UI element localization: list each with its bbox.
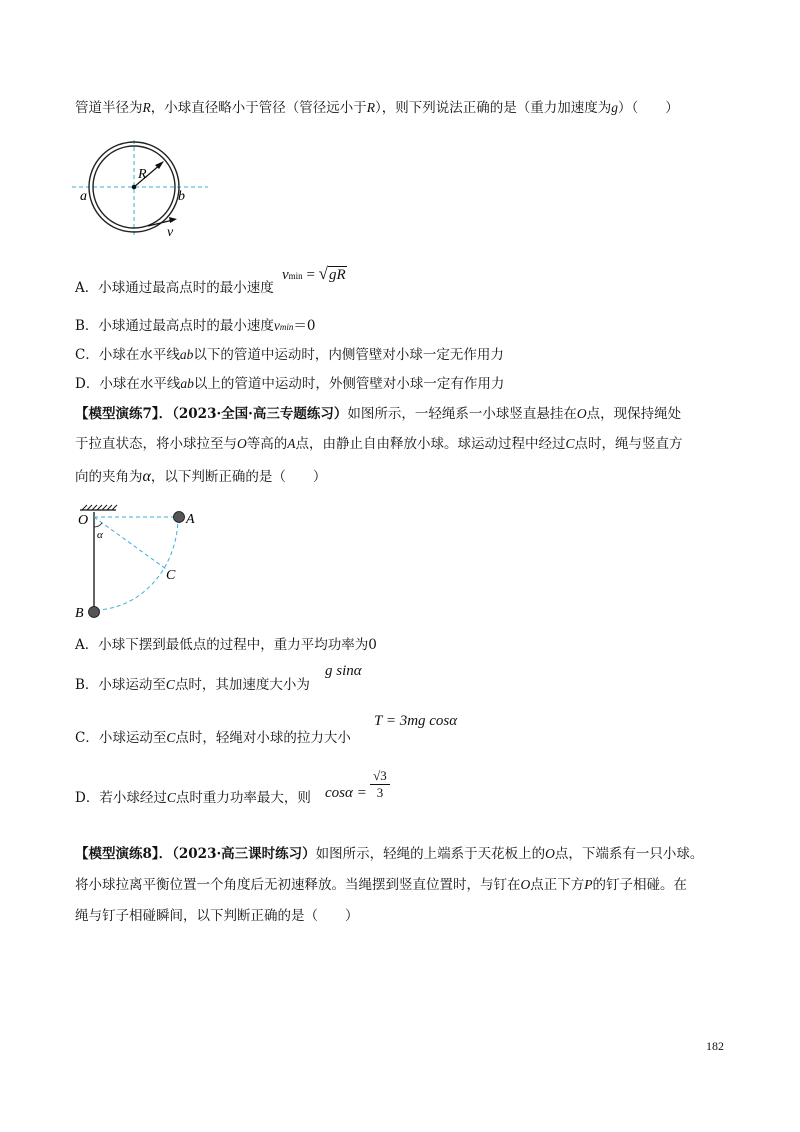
v-symbol: v [282,267,289,283]
q7-option-A: A．小球下摆到最低点的过程中，重力平均功率为0 [75,637,377,653]
formula-vmin-sqrt-gR [282,264,347,284]
ceiling-hatch [82,505,117,510]
option-C: C．小球在水平线ab以下的管道中运动时，内侧管壁对小球一定无作用力 [75,347,504,363]
q7-line2: 于拉直状态，将小球拉至与O等高的A点，由静止自由释放小球。球运动过程中经过C点时，绳与竖直方 [75,436,683,452]
q7-option-C: C．小球运动至C点时，轻绳对小球的拉力大小 [75,730,351,746]
label-O: O [78,513,89,528]
option-B: B．小球通过最高点时的最小速度vmin＝0 [75,318,316,334]
q7-line3: 向的夹角为α，以下判断正确的是（ ） [75,468,327,485]
ball-A [174,512,185,523]
label-B: B [75,606,84,621]
q8-line1: 【模型演练8】．（2023·高三课时练习）如图所示，轻绳的上端系于天花板上的O点，下端系有一只小球。 [75,846,704,862]
option-D: D．小球在水平线ab以上的管道中运动时，外侧管壁对小球一定有作用力 [75,376,505,392]
velocity-arrowhead [169,217,177,223]
page-number: 182 [706,1039,724,1053]
option-A: A．小球通过最高点时的最小速度 [75,280,274,296]
q7-option-D: D．若小球经过C点时重力功率最大，则 [75,790,311,806]
pendulum-figure [72,500,212,625]
v-subscript: min [288,271,303,281]
sqrt-arg: gR [329,267,346,283]
formula-T-3mg-cos-alpha: T = 3mg cosα [374,713,458,729]
swing-arc-dashed [94,517,178,610]
label-C: C [166,568,176,583]
angle-arc [94,523,102,527]
equals: = [306,267,319,283]
q7-option-B: B．小球运动至C点时，其加速度大小为 [75,677,310,693]
circular-pipe-figure [70,140,210,240]
label-alpha: α [97,529,103,541]
sqrt-sign: √ [318,264,328,283]
q7-line1: 【模型演练7】．（2023·全国·高三专题练习）如图所示，一轻绳系一小球竖直悬挂在O点，现保持绳处 [75,406,682,422]
ball-B [89,607,100,618]
label-v: v [167,225,174,240]
fraction-denominator: 3 [376,785,384,800]
label-R: R [138,167,147,182]
label-A: A [186,512,195,527]
label-b: b [178,189,185,204]
fraction [370,768,390,801]
q8-line3: 绳与钉子相碰瞬间，以下判断正确的是（ ） [75,908,359,924]
fraction-numerator: √3 [370,768,390,785]
formula-cos-alpha-lhs: cosα = [325,785,367,801]
question-intro: 管道半径为R，小球直径略小于管径（管径远小于R），则下列说法正确的是（重力加速度为g）（ ） [75,100,679,116]
label-a: a [80,189,87,204]
formula-g-sin-alpha: g sinα [325,663,362,679]
q8-line2: 将小球拉离平衡位置一个角度后无初速释放。当绳摆到竖直位置时，与钉在O点正下方P的钉子相碰。在 [75,877,687,893]
rope-to-C-dashed [94,517,166,569]
